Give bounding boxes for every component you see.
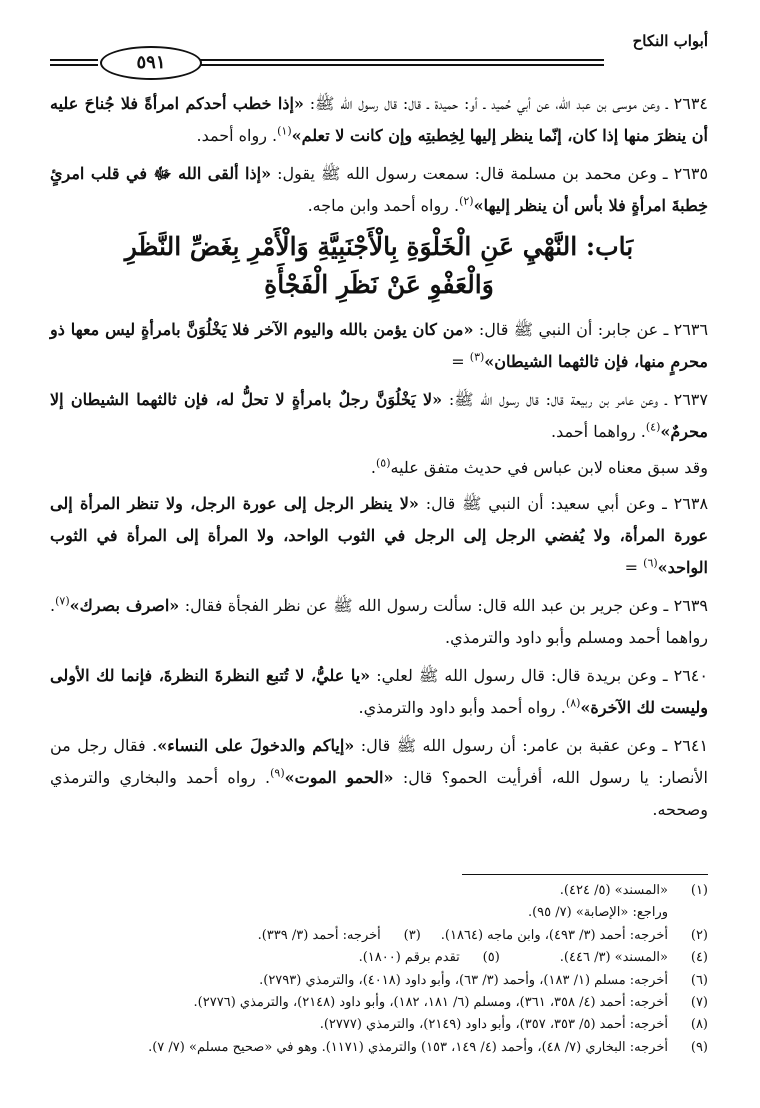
footnote-ref[interactable]: (١): [277, 124, 292, 138]
footnote-number: (٣): [403, 927, 421, 943]
hadith-matn: «من كان يؤمن بالله واليوم الآخر فلا يَخْلُوَنَّ بامرأةٍ ليس معها ذو محرمٍ منها، فإن ثالثهما الشيطان»: [50, 320, 708, 371]
hadith-takhrij: . رواه أحمد وأبو داود والترمذي.: [358, 698, 566, 717]
footnote-text: وراجع: «الإصابة» (٧/ ٩٥).: [527, 905, 668, 921]
header-rule: [200, 64, 604, 66]
hadith-dash: ـ: [656, 164, 668, 183]
hadith-2636: [50, 314, 708, 378]
footnote-text: أخرجه: مسلم (١/ ١٨٣)، وأحمد (٣/ ٦٣)، وأبو داود (٤٠١٨)، والترمذي (٢٧٩٣).: [259, 972, 668, 988]
chapter-heading-line2: وَالْعَفْوِ عَنْ نَظَرِ الْفَجْأَةِ: [264, 270, 494, 299]
running-title: أبواب النكاح: [632, 32, 708, 50]
hadith-matn: «لا يَخْلُوَنَّ رجلٌ بامرأةٍ لا تحلُّ له، فإن ثالثهما الشيطان إلا محرمٌ»: [50, 390, 708, 441]
hadith-isnad: وعن جرير بن عبد الله قال: سألت رسول الله ﷺ عن نظر الفجأة فقال:: [184, 596, 659, 615]
footnote-2-3: [50, 925, 708, 947]
footnote-text: أخرجه: أحمد (٣/ ٣٣٩).: [257, 927, 381, 943]
hadith-number: ٢٦٣٨: [673, 494, 709, 513]
hadith-dash: ـ: [658, 320, 669, 339]
hadith-dash: ـ: [658, 390, 667, 409]
page-body: [50, 88, 708, 832]
hadith-isnad: وعن بريدة قال: قال رسول الله ﷺ لعلي:: [376, 666, 657, 685]
footnote-text: أخرجه: البخاري (٧/ ٤٨)، وأحمد (٤/ ١٤٩، ١٥٣) والترمذي (١١٧١). وهو في «صحيح مسلم» (٧/ ٧).: [148, 1039, 668, 1055]
hadith-number: ٢٦٣٥: [673, 164, 709, 183]
footnote-number: (٩): [690, 1039, 708, 1055]
note-text: وقد سبق معناه لابن عباس في حديث متفق عليه: [390, 458, 708, 477]
hadith-dash: ـ: [659, 94, 668, 113]
hadith-matn: «إذا خطب أحدكم امرأةً فلا جُناحَ عليه أن ينظرَ منها إذا كان، إنّما ينظر إليها لِخِطبتِه وإن كانت لا تعلم»: [50, 94, 708, 145]
hadith-number: ٢٦٣٦: [673, 320, 709, 339]
hadith-dash: ـ: [656, 736, 668, 755]
footnote-6: [50, 970, 708, 992]
hadith-dialogue: . فقال رجل من الأنصار: يا رسول الله، أفرأيت الحمو؟ قال:: [50, 736, 708, 787]
footnote-7: [50, 992, 708, 1014]
hadith-matn: «إياكم والدخولَ على النساء»: [157, 736, 355, 755]
chapter-heading-line1: بَاب: النَّهْيِ عَنِ الْخَلْوَةِ بِالْأَجْنَبِيَّةِ وَالْأَمْرِ بِغَضِّ النَّظَرِ: [124, 232, 634, 261]
hadith-number: ٢٦٣٧: [673, 390, 708, 409]
hadith-isnad: وعن عامر بن ربيعة قال: قال رسول الله ﷺ:: [448, 390, 659, 409]
hadith-matn-2: «الحمو الموت»: [284, 768, 394, 787]
hadith-number: ٢٦٤١: [673, 736, 709, 755]
hadith-2639: [50, 590, 708, 654]
footnote-ref[interactable]: (٥): [376, 456, 391, 470]
hadith-matn: «يا عليُّ، لا تُتبع النظرةَ النظرةَ، فإنما لك الأولى وليست لك الآخرة»: [50, 666, 708, 717]
footnote-ref[interactable]: (٩): [270, 766, 285, 780]
page-header: [50, 30, 708, 80]
footnotes: [50, 880, 708, 1059]
footnote-1: [50, 880, 708, 902]
hadith-takhrij: . رواهما أحمد.: [551, 422, 646, 441]
footnote-ref[interactable]: (٣): [469, 350, 485, 364]
footnote-separator: [462, 874, 708, 875]
cross-reference-note: [50, 452, 708, 484]
footnote-ref[interactable]: (٨): [565, 696, 581, 710]
note-tail: .: [370, 458, 376, 477]
footnote-text: تقدم برقم (١٨٠٠).: [358, 950, 460, 966]
hadith-takhrij: . رواهما أحمد ومسلم وأبو داود والترمذي.: [50, 596, 708, 647]
hadith-2641: [50, 730, 708, 826]
hadith-isnad: وعن عقبة بن عامر: أن رسول الله ﷺ قال:: [360, 736, 657, 755]
hadith-takhrij: . رواه أحمد.: [196, 126, 278, 145]
hadith-number: ٢٦٣٩: [673, 596, 709, 615]
hadith-dash: ـ: [656, 666, 668, 685]
footnote-number: (٤): [690, 950, 708, 966]
footnote-ref[interactable]: (٤): [645, 420, 661, 434]
page-number: ٥٩١: [100, 46, 202, 80]
header-rule: [50, 59, 98, 61]
hadith-2640: [50, 660, 708, 724]
hadith-isnad: عن جابر: أن النبي ﷺ قال:: [478, 320, 659, 339]
hadith-isnad: وعن موسى بن عبد الله، عن أبي حُميد ـ أو: حميدة ـ قال: قال رسول الله ﷺ:: [309, 94, 660, 113]
hadith-matn: «لا ينظر الرجل إلى عورة الرجل، ولا تنظر المرأة إلى عورة المرأة، ولا يُفضي الرجل إلى الرجل في الثوب الواحد، ولا المرأة إلى المرأة في الثوب الواحد»: [50, 494, 709, 577]
hadith-2634: [50, 88, 708, 152]
footnote-ref[interactable]: (٢): [459, 194, 474, 208]
chapter-heading: [50, 228, 708, 304]
footnote-1-cont: [50, 902, 708, 924]
footnote-text: «المسند» (٣/ ٤٤٦).: [559, 950, 668, 966]
hadith-takhrij: . رواه أحمد والبخاري والترمذي وصححه.: [50, 768, 708, 819]
hadith-takhrij: =: [451, 352, 470, 371]
footnote-ref[interactable]: (٧): [55, 594, 70, 608]
hadith-dash: ـ: [655, 494, 667, 513]
hadith-matn: «اصرف بصرك»: [69, 596, 180, 615]
hadith-2637: [50, 384, 708, 448]
hadith-isnad: وعن محمد بن مسلمة قال: سمعت رسول الله ﷺ يقول:: [277, 164, 657, 183]
hadith-takhrij: . رواه أحمد وابن ماجه.: [307, 196, 460, 215]
header-rule: [50, 64, 98, 66]
footnote-text: «المسند» (٥/ ٤٢٤).: [559, 883, 668, 898]
footnote-number: (٧): [690, 995, 708, 1011]
footnote-number: (٦): [690, 972, 708, 988]
footnote-text: أخرجه: أحمد (٣/ ٤٩٣)، وابن ماجه (١٨٦٤).: [440, 927, 668, 943]
hadith-dash: ـ: [658, 596, 669, 615]
footnote-ref[interactable]: (٦): [643, 556, 658, 570]
hadith-isnad: وعن أبي سعيد: أن النبي ﷺ قال:: [425, 494, 656, 513]
header-rule: [200, 59, 604, 61]
footnote-9: [50, 1037, 708, 1059]
footnote-number: (٨): [690, 1017, 708, 1033]
footnote-number: (٥): [482, 950, 500, 966]
hadith-matn: «إذا ألقى الله ﷻ في قلب امرئٍ خِطبةَ امرأةٍ فلا بأس أن ينظر إليها»: [50, 164, 708, 215]
hadith-number: ٢٦٣٤: [673, 94, 708, 113]
footnote-number: (١): [690, 883, 708, 898]
hadith-2638: [50, 488, 708, 584]
footnote-8: [50, 1014, 708, 1036]
hadith-number: ٢٦٤٠: [673, 666, 708, 685]
footnote-text: أخرجه: أحمد (٤/ ٣٥٨، ٣٦١)، ومسلم (٦/ ١٨١، ١٨٢)، وأبو داود (٢١٤٨)، والترمذي (٢٧٧٦).: [193, 995, 668, 1011]
footnote-number: (٢): [690, 927, 708, 943]
footnote-4-5: [50, 947, 708, 969]
hadith-2635: [50, 158, 708, 222]
hadith-takhrij: =: [624, 558, 644, 577]
footnote-text: أخرجه: أحمد (٥/ ٣٥٣، ٣٥٧)، وأبو داود (٢١٤٩)، والترمذي (٢٧٧٧).: [319, 1017, 668, 1033]
